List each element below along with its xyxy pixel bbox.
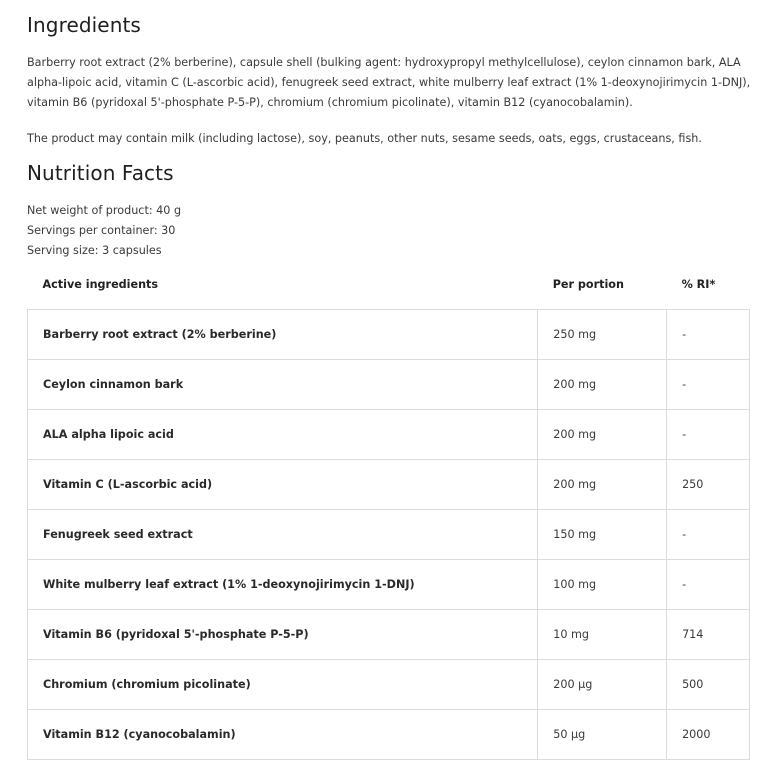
ingredients-heading: Ingredients <box>27 13 141 37</box>
ingredient-name: Barberry root extract (2% berberine) <box>28 310 538 360</box>
ri-value: - <box>667 360 750 410</box>
allergen-notice: The product may contain milk (including lactose), soy, peanuts, other nuts, sesame seeds, oats, eggs, crustaceans, fish. <box>27 132 702 145</box>
ingredient-name: Fenugreek seed extract <box>28 510 538 560</box>
ri-value: 250 <box>667 460 750 510</box>
ri-value: - <box>667 410 750 460</box>
column-header-ri: % RI* <box>681 278 716 291</box>
per-portion-value: 200 µg <box>538 660 667 710</box>
table-row <box>28 310 750 360</box>
ingredients-list-text: Barberry root extract (2% berberine), capsule shell (bulking agent: hydroxypropyl methylcellulose), ceylon cinnamon bark, ALA alpha-lipoic acid, vitamin C (L-ascorbic acid), fenugreek seed extract, white mulberry leaf extract (1% 1-deoxynojirimycin 1-DNJ), vitamin B6 (pyridoxal 5'-phosphate P-5-P), chromium (chromium picolinate), vitamin B12 (cyanocobalamin). <box>27 56 751 109</box>
ingredient-name: Vitamin B12 (cyanocobalamin) <box>28 710 538 760</box>
ri-value: 2000 <box>667 710 750 760</box>
table-row <box>28 510 750 560</box>
ri-value: 500 <box>667 660 750 710</box>
per-portion-value: 250 mg <box>538 310 667 360</box>
ri-value: - <box>667 310 750 360</box>
ingredient-name: White mulberry leaf extract (1% 1-deoxynojirimycin 1-DNJ) <box>28 560 538 610</box>
per-portion-value: 100 mg <box>538 560 667 610</box>
table-row <box>28 560 750 610</box>
column-header-per-portion: Per portion <box>552 278 624 291</box>
table-header-row <box>28 260 750 310</box>
per-portion-value: 200 mg <box>538 360 667 410</box>
ri-value: - <box>667 510 750 560</box>
ingredient-name: Vitamin C (L-ascorbic acid) <box>28 460 538 510</box>
per-portion-value: 50 µg <box>538 710 667 760</box>
ingredient-name: Vitamin B6 (pyridoxal 5'-phosphate P-5-P) <box>28 610 538 660</box>
table-row <box>28 460 750 510</box>
table-row <box>28 660 750 710</box>
ingredient-name: ALA alpha lipoic acid <box>28 410 538 460</box>
nutrition-facts-heading: Nutrition Facts <box>27 161 174 185</box>
table-row <box>28 710 750 760</box>
table-row <box>28 410 750 460</box>
nutrition-table <box>27 260 750 760</box>
table-row <box>28 360 750 410</box>
product-meta <box>27 201 181 261</box>
serving-size: Serving size: 3 capsules <box>27 244 162 257</box>
per-portion-value: 150 mg <box>538 510 667 560</box>
net-weight: Net weight of product: 40 g <box>27 204 182 217</box>
per-portion-value: 200 mg <box>538 410 667 460</box>
ingredient-name: Chromium (chromium picolinate) <box>28 660 538 710</box>
per-portion-value: 200 mg <box>538 460 667 510</box>
per-portion-value: 10 mg <box>538 610 667 660</box>
ri-value: - <box>667 560 750 610</box>
ri-value: 714 <box>667 610 750 660</box>
column-header-active-ingredients: Active ingredients <box>42 278 159 291</box>
ingredient-name: Ceylon cinnamon bark <box>28 360 538 410</box>
servings-per-container: Servings per container: 30 <box>27 224 176 237</box>
table-row <box>28 610 750 660</box>
